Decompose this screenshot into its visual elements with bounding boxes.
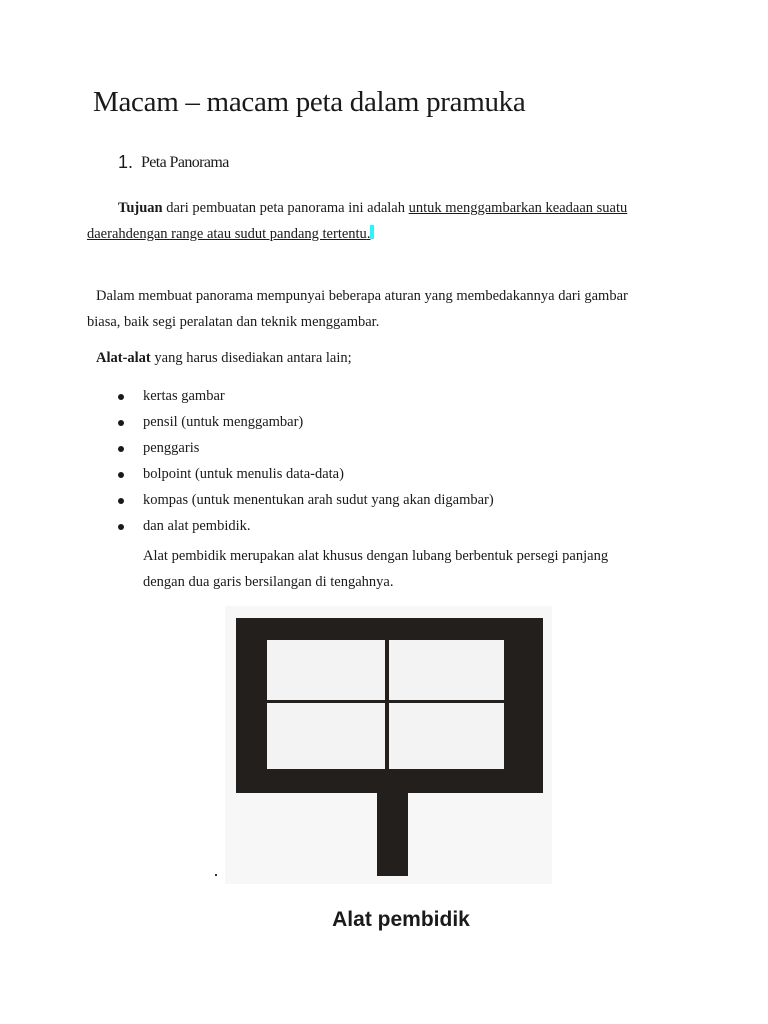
tujuan-text: dari pembuatan peta panorama ini adalah (162, 200, 409, 216)
alat-intro (96, 345, 352, 371)
handle (377, 792, 408, 876)
bullet-icon (118, 446, 124, 452)
bullet-icon (118, 524, 124, 530)
page-title: Macam – macam peta dalam pramuka (93, 86, 526, 118)
tujuan-end: . (366, 226, 371, 242)
stray-mark (215, 874, 217, 876)
tujuan-bold: Tujuan (118, 200, 163, 216)
alat-intro-bold: Alat-alat (96, 350, 151, 366)
window-pane (267, 703, 385, 769)
panorama-paragraph-line-1: Dalam membuat panorama mempunyai beberapa aturan yang membedakannya dari gambar (96, 288, 628, 304)
sighting-tool-icon (225, 606, 552, 884)
alat-intro-text: yang harus disediakan antara lain; (150, 350, 352, 366)
list-item: dan alat pembidik. (143, 518, 251, 535)
tujuan-underlined-2: daerahdengan range atau sudut pandang tertentu (87, 226, 367, 242)
text-cursor-highlight (370, 225, 374, 239)
section-heading: Peta Panorama (141, 154, 229, 171)
panorama-paragraph-line-2: biasa, baik segi peralatan dan teknik menggambar. (87, 314, 380, 330)
list-item: pensil (untuk menggambar) (143, 414, 303, 431)
pembidik-description-line-1: Alat pembidik merupakan alat khusus dengan lubang berbentuk persegi panjang (143, 548, 609, 564)
bullet-icon (118, 472, 124, 478)
bullet-icon (118, 498, 124, 504)
tujuan-line-1 (118, 195, 627, 221)
window-pane (267, 640, 385, 700)
bullet-icon (118, 420, 124, 426)
sighting-tool-figure (225, 606, 552, 884)
list-item: bolpoint (untuk menulis data-data) (143, 466, 344, 483)
figure-caption: Alat pembidik (332, 908, 470, 931)
section-number: 1. (118, 152, 134, 172)
list-item: kompas (untuk menentukan arah sudut yang akan digambar) (143, 492, 494, 509)
window-pane (389, 703, 504, 769)
window-pane (389, 640, 504, 700)
pembidik-description-line-2: dengan dua garis bersilangan di tengahnya. (143, 574, 394, 590)
tujuan-underlined-1: untuk menggambarkan keadaan suatu (408, 200, 628, 216)
list-item: penggaris (143, 440, 199, 457)
bullet-icon (118, 394, 124, 400)
tujuan-line-2 (87, 221, 374, 247)
list-item: kertas gambar (143, 388, 225, 405)
